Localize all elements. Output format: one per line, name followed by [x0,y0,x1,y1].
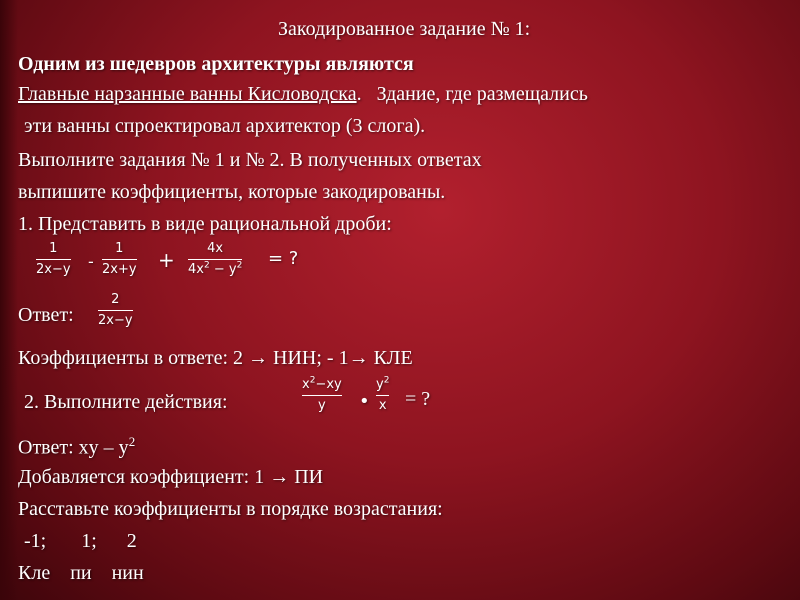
intro-line-4: Выполните задания № 1 и № 2. В полученных ответах [18,149,482,171]
task1-prompt: 1. Представить в виде рациональной дроби: [18,213,392,235]
task2-prompt: 2. Выполните действия: [24,391,228,413]
equals-question: = ? [268,248,299,269]
period: . [356,83,362,105]
answer-text: Ответ: xy – y [18,436,129,459]
task1-answer-fraction [98,292,133,328]
denominator: 2x−y [98,313,133,328]
fraction-bar [102,259,137,260]
denominator: x [378,398,387,413]
exponent: 2 [128,434,136,449]
task2-answer [18,434,135,460]
intro-line-3: эти ванны спроектировал архитектор (3 слога). [24,115,426,137]
task1-fraction-1 [36,241,71,277]
left-edge-shadow [0,0,18,600]
task2-equals: = ? [405,388,431,410]
fraction-bar [36,259,71,260]
numerator: 1 [49,241,58,256]
numerator: 2 [111,292,120,307]
task2-fraction-1 [302,377,342,413]
task1-fraction-3 [188,241,242,277]
task2-fraction-2 [376,377,389,413]
final-instruction: Расставьте коэффициенты в порядке возрастания: [18,498,443,520]
multiply-dot: • [359,391,370,412]
numerator: $y^2$ [376,375,390,392]
coefficient-numbers: -1; 1; 2 [24,530,137,552]
fraction-bar [188,259,242,260]
denominator: 2x+y [102,262,137,277]
numerator: 4x [207,241,224,256]
numerator: 1 [115,241,124,256]
fraction-bar [376,395,389,396]
slide-title: Закодированное задание № 1: [278,18,531,40]
fraction-bar [302,395,342,396]
plus-sign: + [158,248,175,272]
intro-line-2 [18,83,588,106]
intro-line-2-rest: Здание, где размещались [376,83,588,105]
task1-answer-label: Ответ: [18,304,74,326]
task2-coefficient: Добавляется коэффициент: 1 → ПИ [18,466,324,488]
task1-fraction-2 [102,241,137,277]
minus-sign: - [88,252,94,271]
numerator: $x^2-xy$ [302,375,342,392]
syllables-row: Кле пи нин [18,562,144,584]
denominator: y [318,398,326,413]
denominator: 2x−y [36,262,71,277]
task1-coefficients: Коэффициенты в ответе: 2 → НИН; - 1→ КЛЕ [18,347,413,369]
fraction-bar [98,310,133,311]
intro-line-5: выпишите коэффициенты, которые закодированы. [18,181,446,203]
baths-link[interactable]: Главные нарзанные ванны Кисловодска [18,83,357,105]
denominator: $4x^2 - y^2$ [188,260,243,277]
intro-line-1: Одним из шедевров архитектуры являются [18,53,414,75]
